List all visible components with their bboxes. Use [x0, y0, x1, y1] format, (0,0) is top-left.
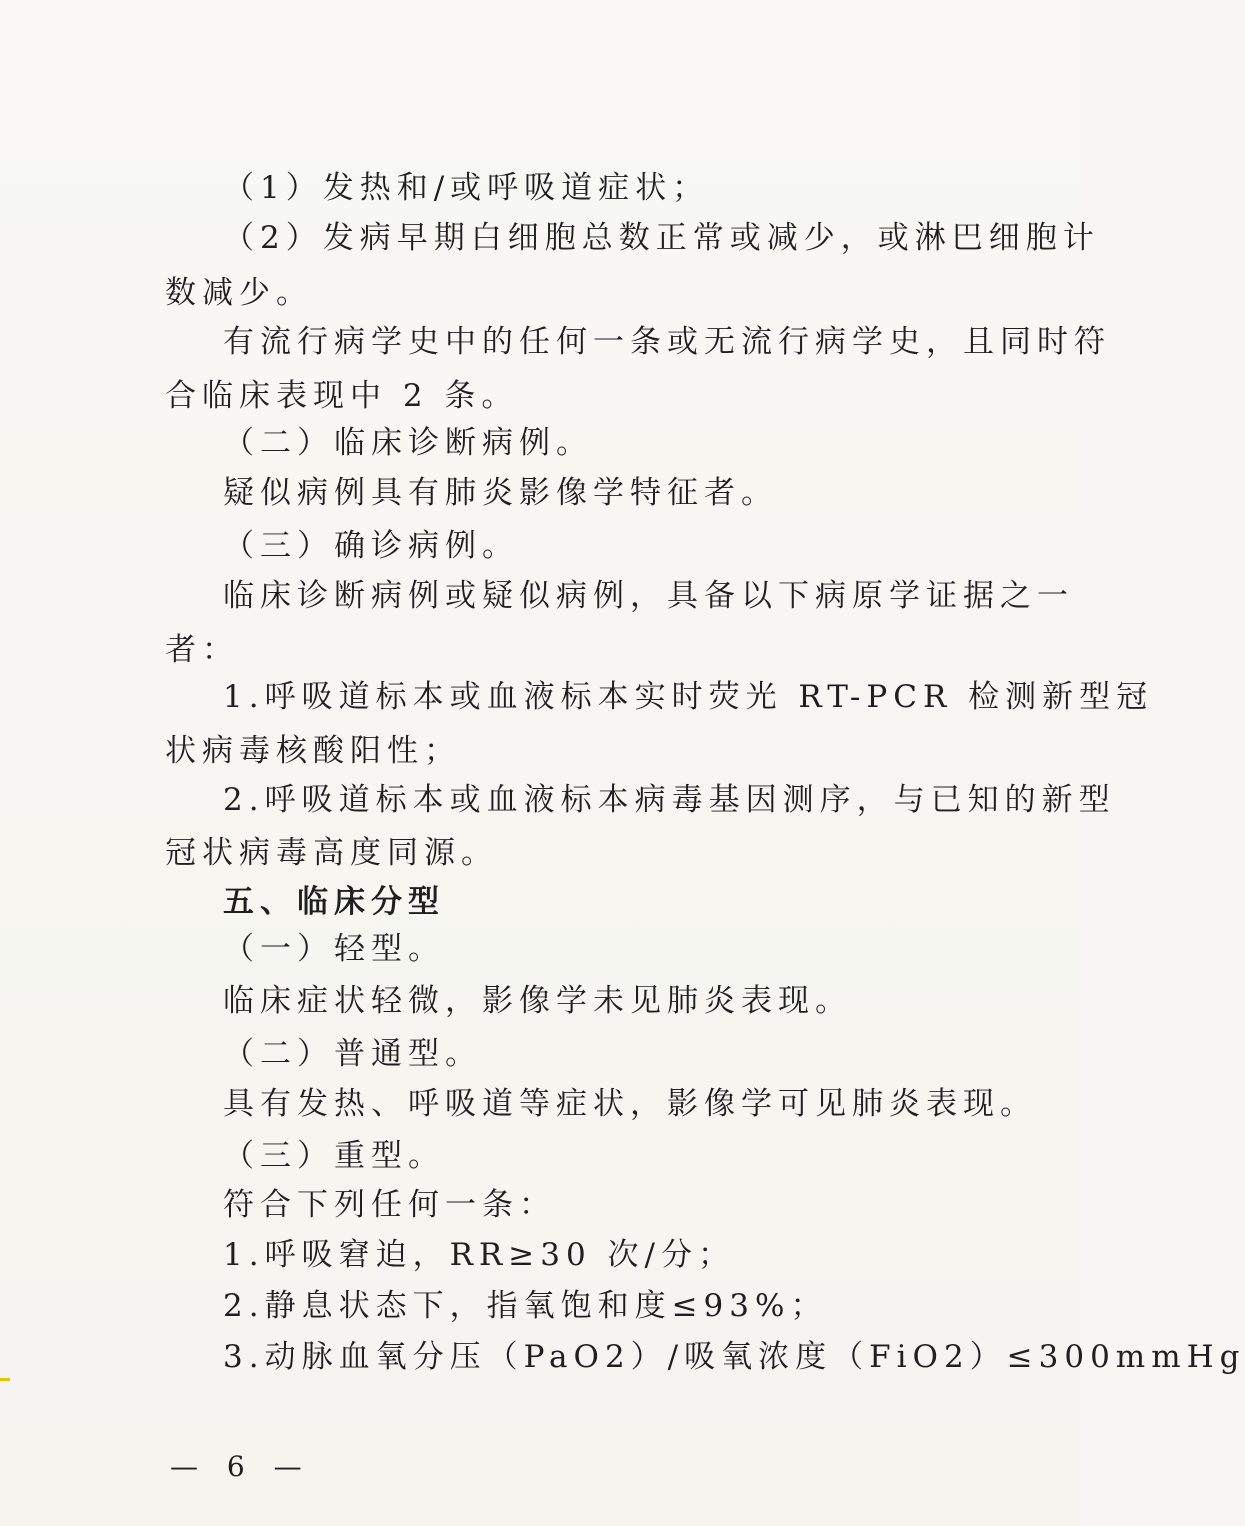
- list-item: 2.静息状态下，指氧饱和度≤93%；: [223, 1288, 828, 1324]
- paragraph-line: 符合下列任何一条：: [223, 1187, 556, 1223]
- paragraph-line: 数减少。: [165, 275, 313, 311]
- paragraph-line: （1）发热和/或呼吸道症状；: [223, 170, 710, 206]
- paragraph-line: 2.呼吸道标本或血液标本病毒基因测序，与已知的新型: [223, 782, 1116, 818]
- paragraph-line: 具有发热、呼吸道等症状，影像学可见肺炎表现。: [223, 1086, 1037, 1122]
- section-heading: （三）确诊病例。: [223, 528, 519, 564]
- section-heading: （二）普通型。: [223, 1036, 482, 1072]
- page-number: — 6 —: [170, 1450, 312, 1483]
- paragraph-line: （2）发病早期白细胞总数正常或减少，或淋巴细胞计: [223, 220, 1100, 256]
- section-heading: （一）轻型。: [223, 931, 445, 967]
- paragraph-line: 冠状病毒高度同源。: [165, 835, 498, 871]
- paragraph-line: 1.呼吸道标本或血液标本实时荧光 RT-PCR 检测新型冠: [223, 679, 1154, 715]
- list-item: 3.动脉血氧分压（PaO2）/吸氧浓度（FiO2）≤300mmHg: [223, 1339, 1245, 1375]
- list-item: 1.呼吸窘迫，RR≥30 次/分；: [223, 1237, 735, 1273]
- paragraph-line: 状病毒核酸阳性；: [165, 733, 461, 769]
- paragraph-line: 临床症状轻微，影像学未见肺炎表现。: [223, 983, 852, 1019]
- scan-edge-mark: [0, 1378, 10, 1381]
- paragraph-line: 合临床表现中 2 条。: [165, 378, 519, 414]
- paragraph-line: 临床诊断病例或疑似病例，具备以下病原学证据之一: [223, 578, 1074, 614]
- chapter-heading: 五、临床分型: [223, 884, 445, 920]
- paragraph-line: 疑似病例具有肺炎影像学特征者。: [223, 475, 778, 511]
- paragraph-line: 者：: [165, 632, 239, 668]
- paragraph-line: 有流行病学史中的任何一条或无流行病学史，且同时符: [223, 324, 1111, 360]
- section-heading: （二）临床诊断病例。: [223, 425, 593, 461]
- section-heading: （三）重型。: [223, 1138, 445, 1174]
